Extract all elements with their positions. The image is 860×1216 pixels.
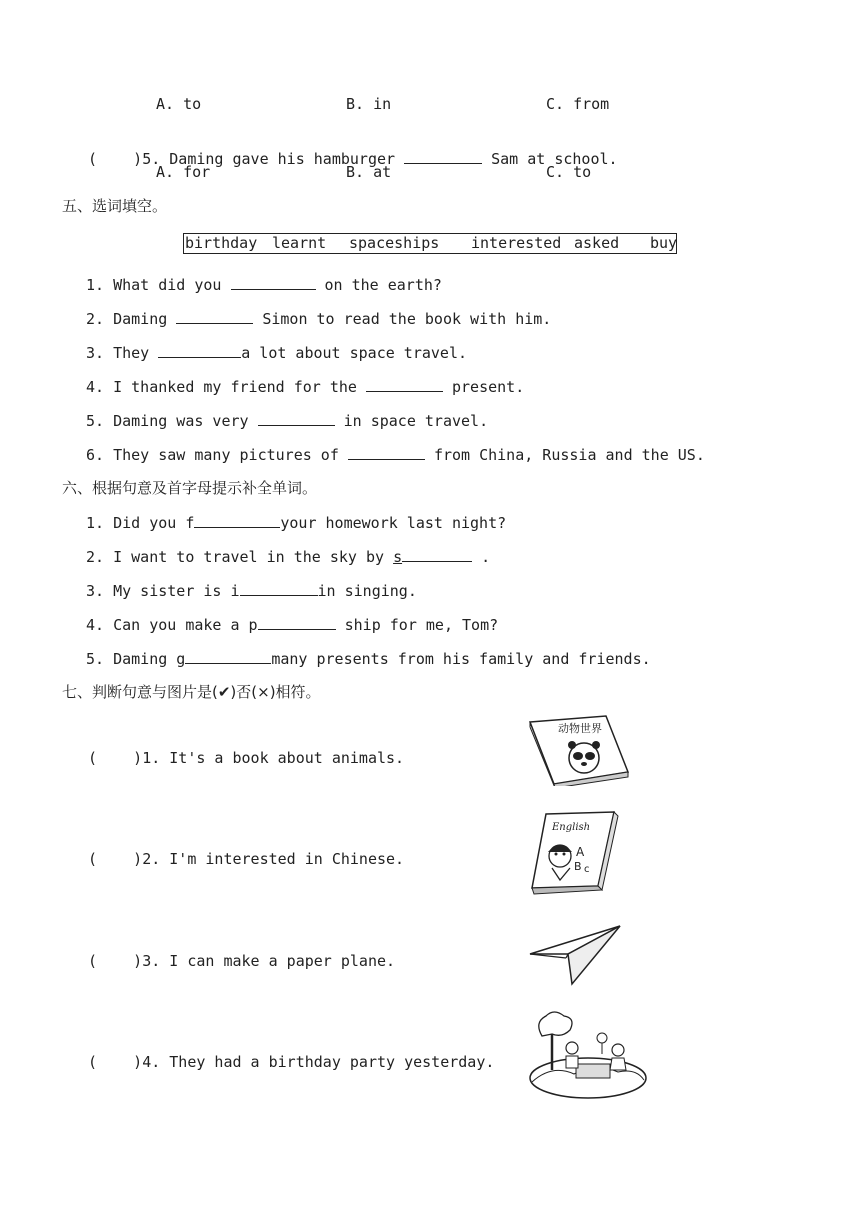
english-book-picture xyxy=(528,810,620,896)
q4-option-c: C. from xyxy=(546,95,610,113)
section6-item: 4. Can you make a p ship for me, Tom? xyxy=(86,616,499,634)
fill-blank[interactable] xyxy=(402,546,472,562)
q5-option-c: C. to xyxy=(546,163,592,181)
fill-blank[interactable] xyxy=(185,648,271,664)
fill-blank[interactable] xyxy=(258,410,335,426)
fill-blank[interactable] xyxy=(176,308,253,324)
answer-parens[interactable]: ( ) xyxy=(88,952,143,970)
english-book-title: English xyxy=(552,822,591,833)
q5-option-b: B. at xyxy=(346,163,392,181)
q5-option-a: A. for xyxy=(156,163,211,181)
q4-option-b: B. in xyxy=(346,95,392,113)
answer-parens[interactable]: ( ) xyxy=(88,150,143,168)
section7-item: ( )1. It's a book about animals. xyxy=(88,749,405,767)
word-bank-box xyxy=(183,233,677,254)
section5-title: 五、选词填空。 xyxy=(62,197,168,215)
q5-text-before: Daming gave his hamburger xyxy=(169,150,396,168)
fill-blank[interactable] xyxy=(366,376,443,392)
section6-item: 3. My sister is i in singing. xyxy=(86,582,417,600)
word-bank-word: birthday xyxy=(185,234,258,252)
section5-item: 3. They a lot about space travel. xyxy=(86,344,468,362)
section5-item: 5. Daming was very in space travel. xyxy=(86,412,489,430)
word-bank-word: interested xyxy=(471,234,562,252)
q5-text-after: Sam at school. xyxy=(491,150,618,168)
section5-item: 1. What did you on the earth? xyxy=(86,276,442,294)
paper-plane-picture xyxy=(528,924,624,986)
fill-blank[interactable] xyxy=(348,444,425,460)
section6-item: 5. Daming g many presents from his family and friends. xyxy=(86,650,651,668)
word-bank-word: learnt xyxy=(272,234,327,252)
fill-blank[interactable] xyxy=(258,614,336,630)
animal-book-title: 动物世界 xyxy=(558,722,602,735)
word-bank-word: buy xyxy=(650,234,678,252)
fill-blank[interactable] xyxy=(231,274,316,290)
word-bank-word: asked xyxy=(574,234,620,252)
section6-item: 2. I want to travel in the sky by s . xyxy=(86,548,491,566)
section7-item: ( )2. I'm interested in Chinese. xyxy=(88,850,405,868)
section5-item: 2. Daming Simon to read the book with him. xyxy=(86,310,552,328)
svg-text:B: B xyxy=(574,860,582,873)
q4-option-a: A. to xyxy=(156,95,202,113)
section5-item: 4. I thanked my friend for the present. xyxy=(86,378,525,396)
section6-item: 1. Did you f your homework last night? xyxy=(86,514,507,532)
answer-parens[interactable]: ( ) xyxy=(88,850,143,868)
word-bank-word: spaceships xyxy=(349,234,440,252)
section7-item: ( )3. I can make a paper plane. xyxy=(88,952,396,970)
section7-item: ( )4. They had a birthday party yesterday. xyxy=(88,1053,495,1071)
fill-blank[interactable] xyxy=(158,342,241,358)
section6-title: 六、根据句意及首字母提示补全单词。 xyxy=(62,479,318,497)
answer-parens[interactable]: ( ) xyxy=(88,1053,143,1071)
q5-number: 5. xyxy=(142,150,161,168)
fill-blank[interactable] xyxy=(240,580,318,596)
section5-item: 6. They saw many pictures of from China, Russia and the US. xyxy=(86,446,705,464)
answer-parens[interactable]: ( ) xyxy=(88,749,143,767)
picnic-party-picture xyxy=(522,1008,648,1100)
animal-book-picture xyxy=(528,714,630,786)
svg-text:A: A xyxy=(576,845,585,859)
svg-text:c: c xyxy=(584,864,590,875)
first-letter-hint: s xyxy=(393,548,403,566)
q5-blank[interactable] xyxy=(404,148,482,164)
fill-blank[interactable] xyxy=(194,512,280,528)
section7-title: 七、判断句意与图片是(✔)否(×)相符。 xyxy=(62,683,321,701)
